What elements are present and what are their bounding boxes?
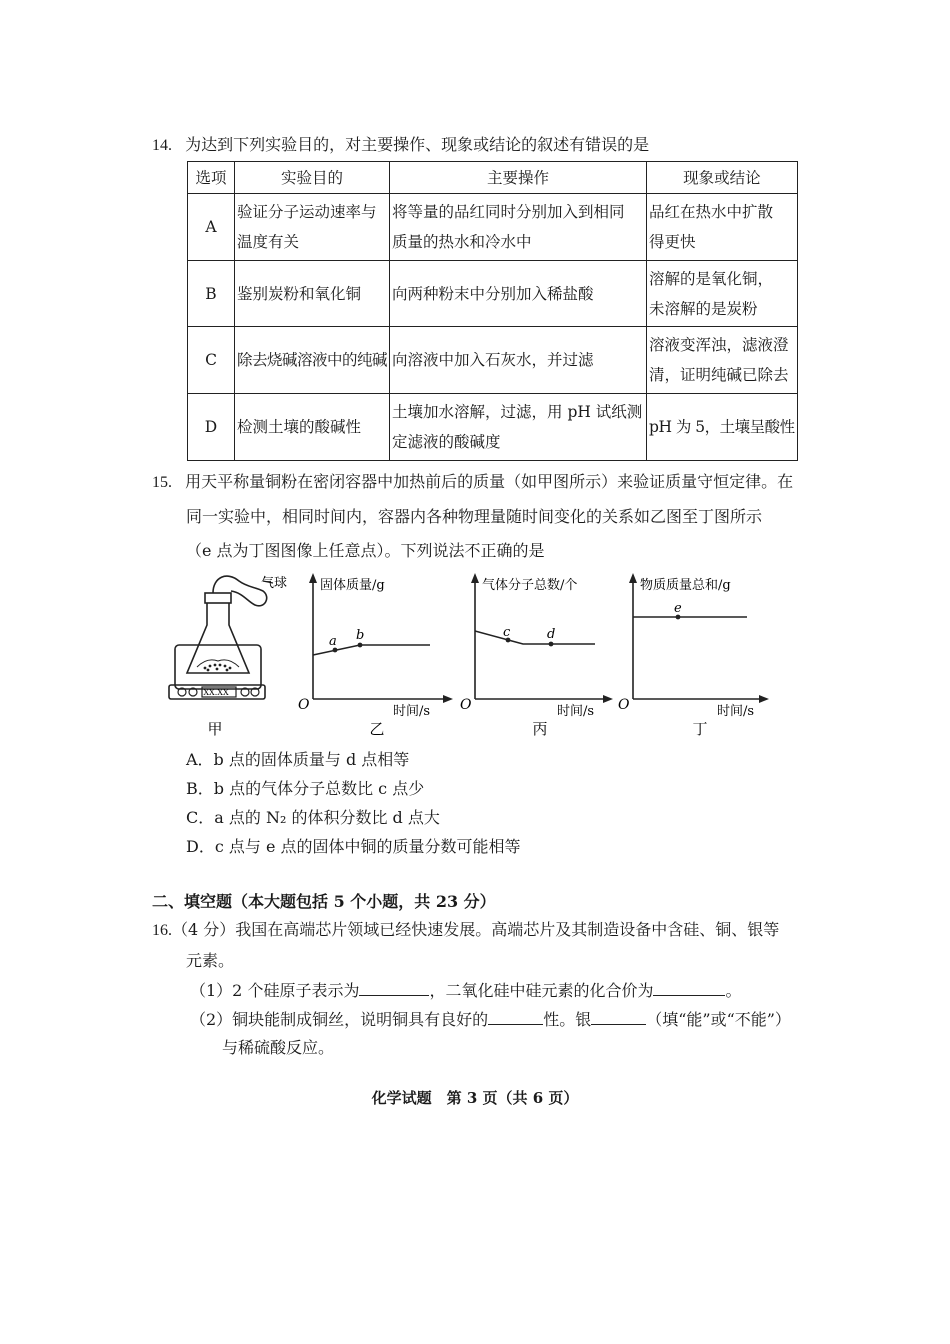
question-text: （4 分）我国在高端芯片领域已经快速发展。高端芯片及其制造设备中含硅、铜、银等 [172, 920, 780, 939]
question-16-line1 [152, 919, 779, 942]
gas-molecule-curve [475, 631, 595, 644]
header-cell: 现象或结论 [647, 162, 798, 194]
copper-powder [204, 664, 232, 672]
question-text: 用天平称量铜粉在密闭容器中加热前后的质量（如甲图所示）来验证质量守恒定律。在 [185, 472, 794, 491]
point-label-e: e [674, 601, 682, 616]
question-number: 14. [152, 137, 172, 154]
question-15-line3: （e 点为丁图图像上任意点）。下列说法不正确的是 [186, 541, 545, 560]
x-axis-arrow [603, 695, 613, 703]
table-row [188, 261, 798, 327]
x-axis-arrow [443, 695, 453, 703]
result-cell: pH 为 5，土壤呈酸性 [647, 394, 798, 461]
x-axis-arrow [759, 695, 769, 703]
table-row [188, 327, 798, 394]
point-label-c: c [503, 625, 511, 640]
header-cell: 实验目的 [235, 162, 390, 194]
header-cell: 选项 [188, 162, 235, 194]
part-text: 。 [725, 981, 742, 1000]
section-title: 二、填空题（本大题包括 5 个小题，共 23 分） [152, 892, 496, 911]
question-15-line1 [152, 471, 793, 494]
x-axis-label: 时间/s [717, 704, 755, 719]
y-axis-label: 物质质量总和/g [640, 578, 731, 593]
point-b [358, 643, 363, 648]
options-table [187, 161, 798, 461]
figure-caption-bing: 丙 [532, 720, 548, 738]
question-number: 16. [152, 922, 172, 939]
balance-display: XX.XX [203, 688, 229, 697]
origin-label: O [298, 697, 310, 713]
point-label-a: a [329, 634, 337, 649]
answer-blank[interactable] [591, 1008, 646, 1025]
y-axis-label: 固体质量/g [320, 578, 385, 593]
y-axis-arrow [309, 573, 317, 583]
part-text: （填“能”或“不能”） [646, 1010, 791, 1029]
graph-ding [618, 573, 769, 738]
option-letter: B [188, 261, 235, 327]
option-letter: A [188, 194, 235, 261]
result-cell: 品红在热水中扩散 得更快 [647, 194, 798, 261]
purpose-cell: 除去烧碱溶液中的纯碱 [235, 327, 390, 394]
question-15-line2: 同一实验中，相同时间内，容器内各种物理量随时间变化的关系如乙图至丁图所示 [186, 507, 763, 526]
point-label-b: b [356, 628, 365, 643]
part-text: （2）铜块能制成铜丝，说明铜具有良好的 [190, 1010, 489, 1029]
x-axis-label: 时间/s [557, 704, 595, 719]
point-d [549, 642, 554, 647]
table-header-row [188, 162, 798, 194]
graph-yi [298, 573, 453, 738]
operation-cell: 向两种粉末中分别加入稀盐酸 [390, 261, 647, 327]
operation-cell: 向溶液中加入石灰水，并过滤 [390, 327, 647, 394]
y-axis-arrow [471, 573, 479, 583]
answer-blank[interactable] [653, 979, 725, 996]
question-14-stem [152, 134, 649, 157]
question-16-part2-line2: 与稀硫酸反应。 [222, 1038, 335, 1057]
option-c: C．a 点的 N₂ 的体积分数比 d 点大 [186, 808, 440, 827]
question-16-line2: 元素。 [186, 951, 235, 970]
point-label-d: d [547, 627, 556, 642]
result-cell: 溶液变浑浊，滤液澄 清，证明纯碱已除去 [647, 327, 798, 394]
answer-blank[interactable] [359, 979, 429, 996]
figures-panel [155, 565, 795, 745]
option-letter: D [188, 394, 235, 461]
question-16-part1 [190, 979, 741, 1002]
balance-flask-figure [169, 576, 273, 699]
purpose-cell: 检测土壤的酸碱性 [235, 394, 390, 461]
header-cell: 主要操作 [390, 162, 647, 194]
part-text: ，二氧化硅中硅元素的化合价为 [429, 981, 654, 1000]
origin-label: O [618, 697, 630, 713]
question-16-part2 [190, 1008, 791, 1031]
balloon-label: 气球 [261, 576, 288, 591]
graph-bing [460, 573, 613, 738]
result-cell: 溶解的是氧化铜， 未溶解的是炭粉 [647, 261, 798, 327]
operation-cell: 土壤加水溶解，过滤，用 pH 试纸测 定滤液的酸碱度 [390, 394, 647, 461]
answer-blank[interactable] [488, 1008, 543, 1025]
operation-cell: 将等量的品红同时分别加入到相同 质量的热水和冷水中 [390, 194, 647, 261]
question-text: 为达到下列实验目的，对主要操作、现象或结论的叙述有错误的是 [185, 135, 650, 154]
part-text: （1）2 个硅原子表示为 [190, 981, 360, 1000]
table-row [188, 394, 798, 461]
purpose-cell: 鉴别炭粉和氧化铜 [235, 261, 390, 327]
figure-caption-ding: 丁 [692, 720, 708, 738]
option-a: A．b 点的固体质量与 d 点相等 [186, 750, 410, 769]
purpose-cell: 验证分子运动速率与 温度有关 [235, 194, 390, 261]
question-number: 15. [152, 474, 172, 491]
figure-caption-yi: 乙 [369, 720, 385, 738]
option-letter: C [188, 327, 235, 394]
table-row [188, 194, 798, 261]
part-text: 性。银 [543, 1010, 592, 1029]
page-footer: 化学试题 第 3 页（共 6 页） [371, 1089, 579, 1107]
option-b: B．b 点的气体分子总数比 c 点少 [186, 779, 425, 798]
figure-caption-jia: 甲 [207, 720, 223, 738]
y-axis-label: 气体分子总数/个 [482, 578, 578, 593]
option-d: D．c 点与 e 点的固体中铜的质量分数可能相等 [186, 837, 521, 856]
origin-label: O [460, 697, 472, 713]
x-axis-label: 时间/s [393, 704, 431, 719]
y-axis-arrow [629, 573, 637, 583]
